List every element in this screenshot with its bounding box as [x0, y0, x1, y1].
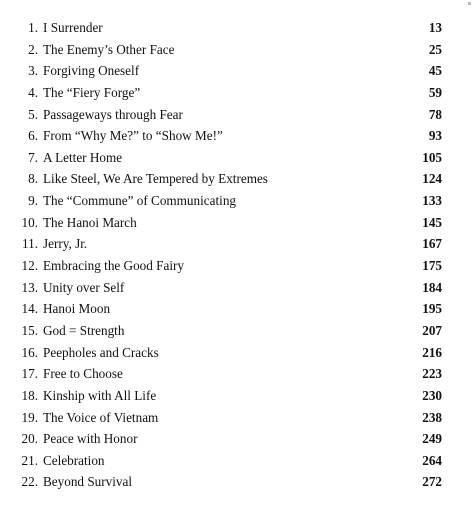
page-number: 145 — [422, 214, 442, 230]
page-number: 133 — [422, 193, 442, 209]
chapter-title: Peace with Honor — [43, 431, 138, 447]
page-number: 230 — [422, 387, 442, 403]
chapter-number: 15. — [21, 322, 38, 338]
chapter-number: 22. — [21, 474, 38, 490]
page-number: 175 — [422, 258, 442, 274]
chapter-title: The Hanoi March — [43, 214, 137, 230]
toc-entry — [0, 168, 473, 190]
chapter-number: 21. — [21, 452, 38, 468]
chapter-title: Kinship with All Life — [43, 387, 157, 403]
page-number: 238 — [422, 409, 442, 425]
page-number: 25 — [428, 41, 442, 57]
chapter-title: Celebration — [43, 452, 105, 468]
page-number: 272 — [422, 474, 442, 490]
chapter-title: Jerry, Jr. — [43, 236, 88, 252]
chapter-number: 1. — [28, 20, 38, 35]
chapter-number: 5. — [28, 106, 38, 122]
toc-entry — [0, 363, 473, 385]
toc-entry — [0, 385, 473, 407]
toc-entry — [0, 39, 473, 61]
toc-entry — [0, 125, 473, 147]
toc-entry — [0, 342, 473, 364]
toc-entry — [0, 277, 473, 299]
chapter-title: The “Fiery Forge” — [43, 84, 141, 100]
chapter-number: 17. — [21, 366, 38, 382]
chapter-title: Peepholes and Cracks — [43, 344, 159, 360]
page-number: 216 — [422, 344, 442, 360]
chapter-number: 7. — [28, 149, 38, 165]
toc-entry — [0, 298, 473, 320]
page-number: 78 — [428, 106, 442, 122]
chapter-title: Like Steel, We Are Tempered by Extremes — [43, 171, 268, 187]
chapter-title: God = Strength — [43, 322, 125, 338]
chapter-number: 4. — [28, 84, 38, 100]
toc-entry — [0, 104, 473, 126]
chapter-number: 10. — [21, 214, 38, 230]
chapter-title: The “Commune” of Communicating — [43, 193, 237, 209]
toc-entry — [0, 255, 473, 277]
page-number: 184 — [422, 279, 442, 295]
page-number: 207 — [422, 322, 442, 338]
toc-entry — [0, 60, 473, 82]
scan-mark — [468, 2, 471, 5]
toc-entry — [0, 233, 473, 255]
page-number: 264 — [422, 452, 442, 468]
chapter-title: Unity over Self — [43, 279, 125, 295]
chapter-title: Beyond Survival — [43, 474, 133, 490]
chapter-title: Hanoi Moon — [43, 301, 111, 317]
page-number: 223 — [422, 366, 442, 382]
chapter-number: 18. — [21, 387, 38, 403]
toc-entry — [0, 190, 473, 212]
page-number: 249 — [422, 431, 442, 447]
toc-entry — [0, 147, 473, 169]
chapter-number: 19. — [21, 409, 38, 425]
chapter-number: 14. — [21, 301, 38, 317]
toc-entry — [0, 407, 473, 429]
toc-entry — [0, 320, 473, 342]
chapter-number: 2. — [28, 41, 38, 57]
chapter-title: Free to Choose — [43, 366, 123, 382]
toc-entry — [0, 212, 473, 234]
table-of-contents — [0, 17, 473, 497]
chapter-number: 20. — [21, 431, 38, 447]
page-number: 167 — [422, 236, 442, 252]
chapter-title: The Enemy’s Other Face — [43, 41, 175, 57]
chapter-title: Embracing the Good Fairy — [43, 258, 184, 274]
chapter-title: Forgiving Oneself — [43, 63, 140, 79]
chapter-title: A Letter Home — [43, 149, 123, 165]
toc-entry — [0, 471, 473, 493]
chapter-number: 16. — [21, 344, 38, 360]
page-number: 105 — [422, 149, 442, 165]
page-number: 59 — [428, 84, 442, 100]
toc-entry — [0, 82, 473, 104]
page-number: 124 — [422, 171, 442, 187]
page-number: 195 — [422, 301, 442, 317]
chapter-number: 13. — [21, 279, 38, 295]
chapter-title: From “Why Me?” to “Show Me!” — [43, 128, 223, 144]
chapter-number: 12. — [21, 258, 38, 274]
chapter-number: 3. — [28, 63, 38, 79]
page-number: 45 — [428, 63, 442, 79]
toc-entry — [0, 17, 473, 39]
chapter-number: 8. — [28, 171, 38, 187]
chapter-title: I Surrender — [43, 20, 103, 35]
chapter-number: 9. — [28, 193, 38, 209]
chapter-number: 6. — [28, 128, 38, 144]
chapter-title: Passageways through Fear — [43, 106, 183, 122]
toc-entry — [0, 450, 473, 472]
page-number: 93 — [428, 128, 442, 144]
toc-entry — [0, 428, 473, 450]
chapter-number: 11. — [22, 236, 38, 252]
chapter-title: The Voice of Vietnam — [43, 409, 159, 425]
page-number: 13 — [428, 20, 442, 35]
